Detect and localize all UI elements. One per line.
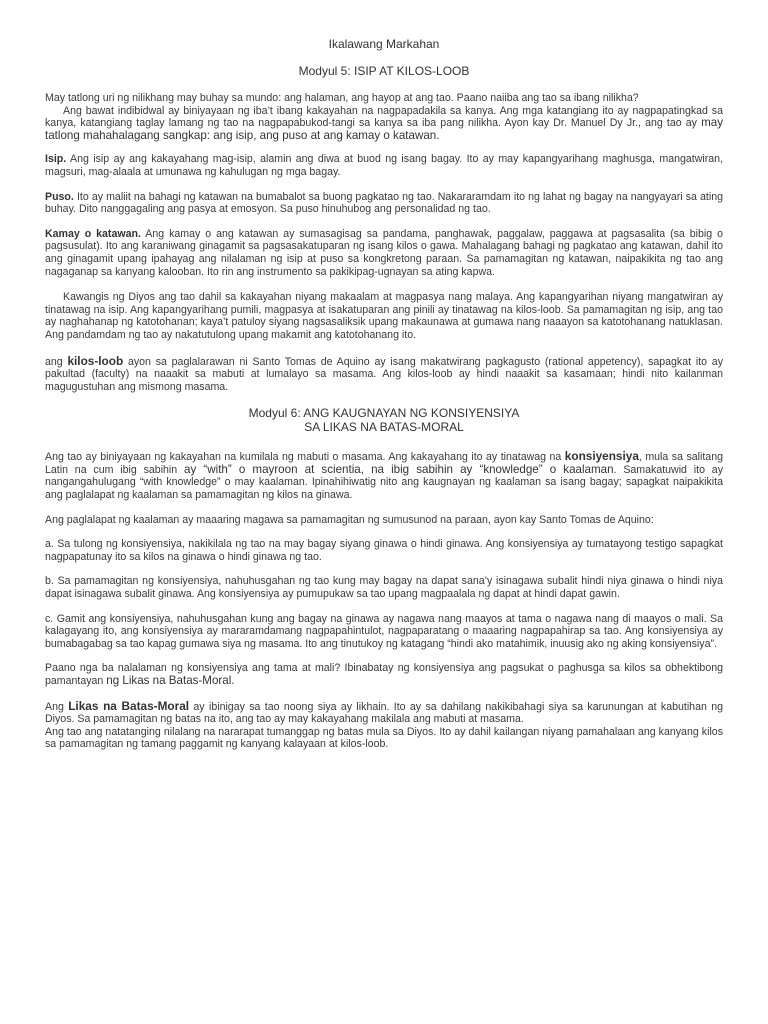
- konsiyensiya-term: konsiyensiya: [564, 449, 639, 464]
- kawangis-paragraph: Kawangis ng Diyos ang tao dahil sa kakayahan niyang makaalam at magpasya nang malaya. Ang kapangyarihan niyang mangatwiran ay tinatawag na isip. Ang kapangyarihang pumili, magpasya at isakatuparan ang pinili ay tinatawag na kilos-loob. Sa pamamagitan ng isip, ang tao ay naghahanap ng katotohanan; kaya’t patuloy siyang nagsasaliksik upang makaunawa at gumawa nang naaayon sa katotohanang natuklasan. Ang pandamdam ng tao ay nakatutulong upang makamit ang katotohanang ito.: [45, 291, 723, 341]
- puso-paragraph: [45, 191, 723, 216]
- m6-p1-etymology: ay “with” o mayroon at scientia, na ibig sabihin ay “knowledge” o kaalaman: [184, 462, 614, 476]
- list-item-a: a. Sa tulong ng konsiyensiya, nakikilala ng tao na may bagay siyang ginawa o hindi ginawa. Ang konsiyensiya ay tumatayong testigo sapagkat nagpapatunay ito sa kilos na ginawa o hindi ginawa ng tao.: [45, 538, 723, 563]
- isip-term: Isip.: [45, 153, 67, 166]
- m6-final-paragraph: Ang tao ang natatanging nilalang na nararapat tumanggap ng batas mula sa Diyos. Ito ay dahil kailangan niyang pamahalaan ang kanyang kilos sa pamamagitan ng tamang paggamit ng kanyang kalayaan at kilos-loob.: [45, 725, 723, 751]
- m6-p4-text: ay ibinigay sa tao noong siya ay likhain. Ito ay sa dahilang nakikibahagi siya sa karunungan at kabutihan ng Diyos. Sa pamamagitan ng batas na ito, ang tao ay may kakayahang makilala ang mabuti at masama.: [45, 700, 724, 726]
- m6-p3-likas: ng Likas na Batas-Moral.: [106, 674, 235, 687]
- quarter-heading: Ikalawang Markahan: [328, 37, 440, 51]
- m5-p2-text: Ang bawat indibidwal ay biniyayaan ng iba’t ibang kakayahan na nagpapadakila sa kanya. Ang mga katangiang ito ay nagpapatingkad sa kanya, katangiang taglay lamang ng tao na nagpapabukod-tangi sa kanya sa iba pang nilikha. Ayon kay Dr. Manuel Dy Jr., ang tao ay: [45, 104, 723, 130]
- m6-konsiyensiya-paragraph: [45, 450, 723, 501]
- likas-na-batas-paragraph: [45, 700, 723, 726]
- m6-p1-text-a: Ang tao ay biniyayaan ng kakayahan na kumilala ng mabuti o masama. Ang kakayahang ito ay tinatawag na: [45, 451, 565, 464]
- module6-title-line1: Modyul 6: ANG KAUGNAYAN NG KONSIYENSIYA: [248, 406, 520, 421]
- list-item-b: b. Sa pamamagitan ng konsiyensiya, nahuhusgahan ng tao kung may bagay na dapat sana’y isinagawa subalit hindi niya ginawa o hindi niya dapat isinagawa subalit ginawa. Ang konsiyensiya ay pumupukaw sa tao upang magpaalala ng dapat at hindi dapat gawin.: [45, 575, 723, 601]
- m6-p1-text-e: . Samakatuwid ito ay nangangahulugang “with knowledge” o may kaalaman. Ipinahihiwatig nito ang kaugnayan ng kaalaman sa isang bagay; sapagkat naipakikita ang paglalapat ng kaalaman sa pamamagitan ng kilos na ginawa.: [45, 463, 723, 502]
- m6-question-paragraph: [45, 662, 723, 687]
- kamay-paragraph: [45, 228, 723, 278]
- puso-term: Puso.: [45, 190, 74, 203]
- m6-p3-text: Paano nga ba nalalaman ng konsiyensiya ang tama at mali? Ibinabatay ng konsiyensiya ang pagsukat o paghusga sa kilos sa obhektibong pamantayan: [45, 662, 723, 687]
- m6-application-intro: Ang paglalapat ng kaalaman ay maaaring magawa sa pamamagitan ng sumusunod na paraan, ayon kay Santo Tomas de Aquino:: [45, 513, 654, 526]
- m6-p1-text-c: , mula sa salitang Latin na cum ibig sabihin: [45, 451, 723, 476]
- list-item-c: c. Gamit ang konsiyensiya, nahuhusgahan kung ang bagay na ginawa ay nagawa nang maayos at tama o nagawa nang di maayos o mali. Sa kalagayang ito, ang konsiyensiya ay mararamdamang nagpapahintulot, nagpaparatang o maaaring nagpapahirap sa tao. Ang konsiyensiya ay bumabagabag sa tao kapag gumawa siya ng masama. Ito ang tinutukoy ng katagang “hindi ako matahimik, inuusig ako ng aking konsiyensiya”.: [45, 612, 723, 650]
- m6-p4-prefix: Ang: [45, 700, 69, 713]
- puso-text: Ito ay maliit na bahagi ng katawan na bumabalot sa buong pagkatao ng tao. Nakararamdam ito ng lahat ng bagay na nangyayari sa ating buhay. Dito nanggagaling ang pasya at emosyon. Sa puso hinuhubog ang personalidad ng tao.: [45, 190, 723, 216]
- module6-title-line2: SA LIKAS NA BATAS-MORAL: [304, 420, 464, 435]
- m5-intro-question: May tatlong uri ng nilikhang may buhay sa mundo: ang halaman, ang hayop at ang tao. Paano naiiba ang tao sa ibang nilikha?: [45, 92, 639, 104]
- isip-paragraph: [45, 153, 723, 178]
- likas-na-batas-term: Likas na Batas-Moral: [68, 698, 190, 713]
- kilos-loob-text: ayon sa paglalarawan ni Santo Tomas de Aquino ay isang makatwirang pagkagusto (rational appetency), sapagkat ito ay pakultad (faculty) na naaakit sa mabuti at lumalayo sa masama. Ang kilos-loob ay hindi naaakit sa kasamaan; hindi nito kailanman magugustuhan ang mismong masama.: [45, 355, 723, 393]
- kamay-text: Ang kamay o ang katawan ay sumasagisag sa pandama, panghawak, paggalaw, paggawa at pagsasalita (sa bibig o pagsusulat). Ito ang karaniwang ginagamit sa pagsasakatuparan ng isang kilos o gawa. Mahalagang bahagi ng pagkatao ang katawan, dahil ito ang ginagamit upang ipahayag ang nilalaman ng isip at puso sa kongkretong paraan. Sa pamamagitan ng katawan, naipakikita ng tao ang nagaganap sa kanyang kalooban. Ito rin ang instrumento sa pakikipag-ugnayan sa ating kapwa.: [45, 227, 723, 278]
- kl-prefix: ang: [45, 355, 68, 368]
- kamay-term: Kamay o katawan.: [45, 227, 141, 240]
- module5-title: Modyul 5: ISIP AT KILOS-LOOB: [298, 64, 470, 78]
- isip-text: Ang isip ay ang kakayahang mag-isip, alamin ang diwa at buod ng isang bagay. Ito ay may kapangyarihang maghusga, mangatwiran, magsuri, mag-alaala at umunawa ng kahulugan ng mga bagay.: [45, 153, 723, 178]
- m5-p2-three-parts: may tatlong mahahalagang sangkap: ang isip, ang puso at ang kamay o katawan.: [45, 116, 723, 142]
- m5-paragraph-faculties: [45, 105, 723, 143]
- kilos-loob-paragraph: [45, 355, 723, 394]
- kilos-loob-term: kilos-loob: [67, 353, 124, 368]
